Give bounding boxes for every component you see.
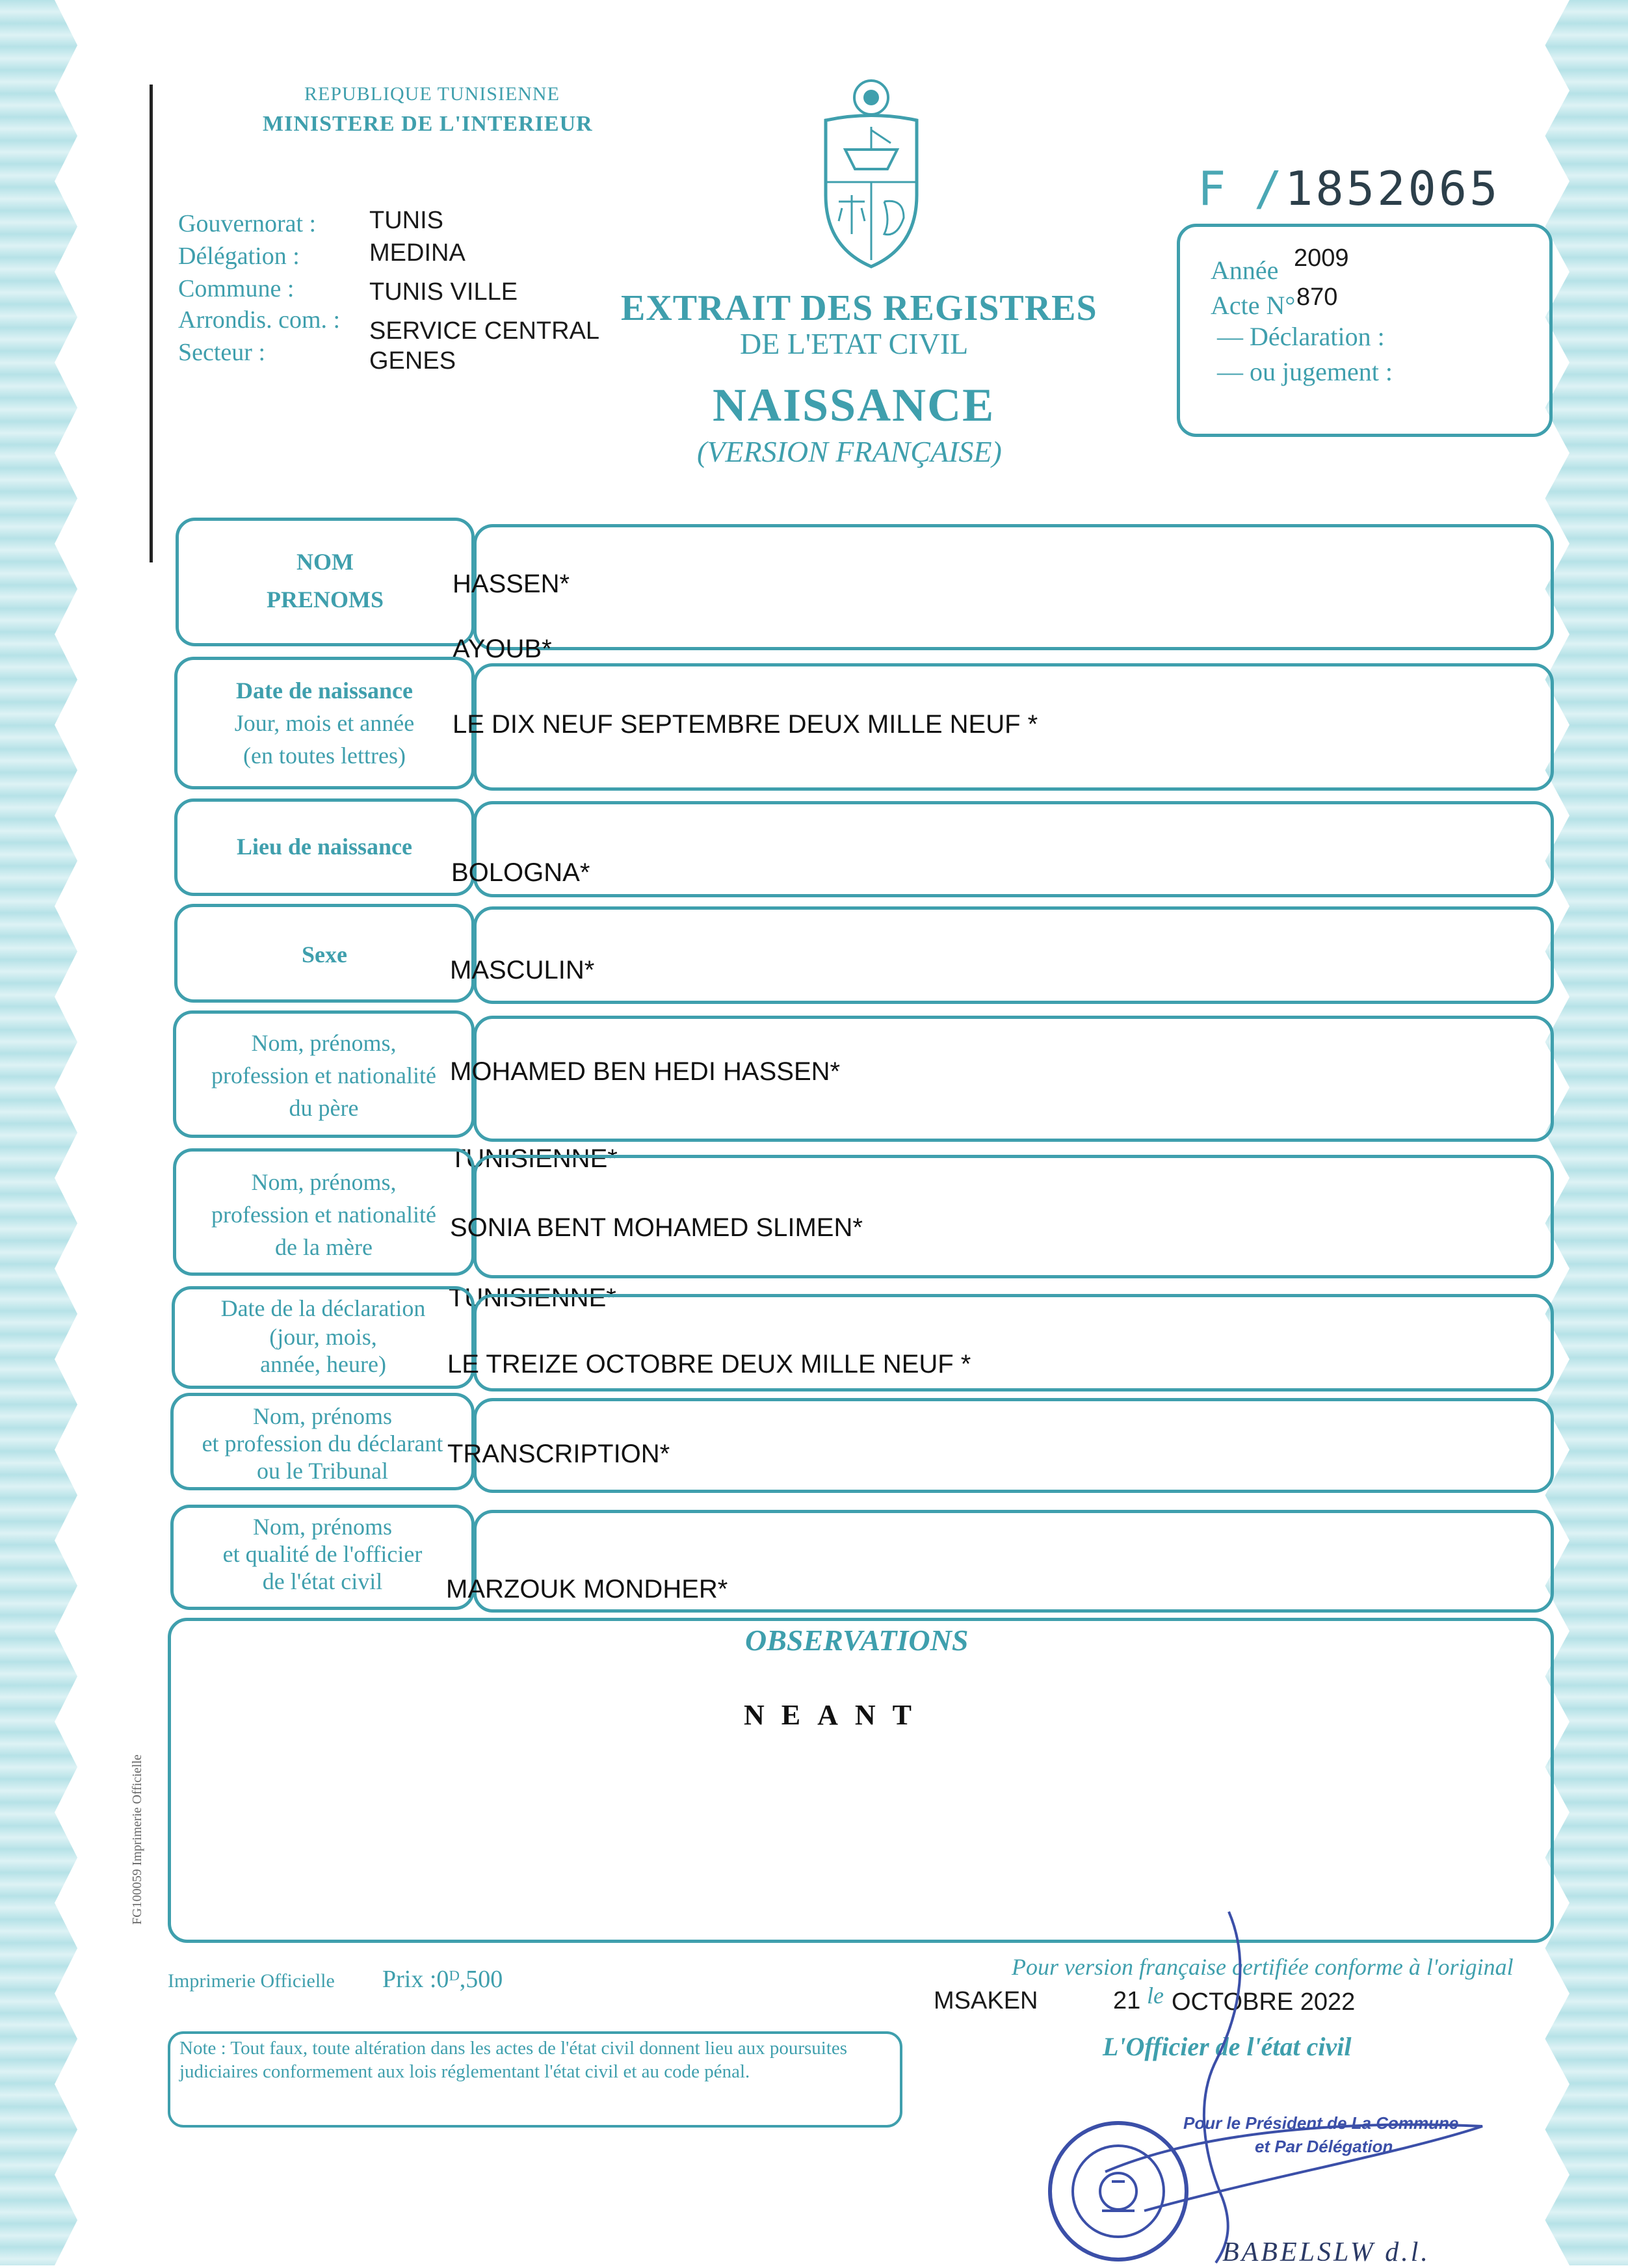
mere-nationality: TUNISIENNE* [449, 1284, 616, 1312]
mere-label-3: de la mère [275, 1234, 373, 1260]
arrondis-label: Arrondis. com. : [178, 306, 341, 334]
prenoms-label: PRENOMS [267, 587, 384, 613]
delegation-label: Délégation : [178, 243, 300, 270]
issue-date: OCTOBRE 2022 [1172, 1988, 1356, 2016]
secteur-label: Secteur : [178, 339, 266, 366]
declaration-label: — Déclaration : [1217, 322, 1385, 351]
fold-line [150, 85, 153, 562]
tunisian-coat-of-arms-icon [806, 72, 936, 273]
serial-number [1198, 161, 1500, 216]
sexe-value: MASCULIN* [450, 956, 595, 984]
pere-label-2: profession et nationalité [211, 1062, 436, 1088]
decl-label-3: année, heure) [260, 1351, 386, 1377]
arrondis-value: SERVICE CENTRAL [369, 317, 600, 345]
sexe-label: Sexe [302, 942, 347, 968]
serial-value: 1852065 [1285, 161, 1501, 216]
nom-label-box [176, 518, 475, 646]
price-label: Prix :0ᴰ,500 [382, 1966, 503, 1993]
declarant-label-1: Nom, prénoms [253, 1403, 392, 1429]
document-version: (VERSION FRANÇAISE) [697, 435, 1002, 468]
side-print-mark: FG100059 Imprimerie Officielle [130, 1754, 144, 1925]
observations-title: OBSERVATIONS [745, 1624, 969, 1657]
dob-label-1: Date de naissance [236, 678, 413, 704]
commune-value: TUNIS VILLE [369, 278, 518, 306]
officier-label-1: Nom, prénoms [253, 1514, 392, 1540]
officier-label-3: de l'état civil [262, 1568, 383, 1594]
declarant-value: TRANSCRIPTION* [447, 1440, 670, 1468]
pere-label-1: Nom, prénoms, [251, 1030, 397, 1056]
mere-label-2: profession et nationalité [211, 1202, 436, 1228]
document-type: NAISSANCE [713, 379, 995, 431]
annee-value: 2009 [1294, 244, 1349, 272]
officier-value: MARZOUK MONDHER* [446, 1575, 728, 1603]
handwritten-signature [1066, 1905, 1495, 2265]
dob-label-3: (en toutes lettres) [243, 743, 406, 769]
pere-value: MOHAMED BEN HEDI HASSEN* [450, 1057, 841, 1086]
issue-day: 21 [1113, 1987, 1141, 2014]
acte-label: Acte N° [1211, 291, 1296, 320]
issue-place: MSAKEN [934, 1987, 1038, 2014]
annee-label: Année [1211, 256, 1279, 285]
gouvernorat-label: Gouvernorat : [178, 210, 317, 237]
prenom-value: AYOUB* [453, 635, 552, 663]
officer-signature-title: L'Officier de l'état civil [1103, 2032, 1352, 2061]
dob-value: LE DIX NEUF SEPTEMBRE DEUX MILLE NEUF * [453, 710, 1038, 739]
decl-label-2: (jour, mois, [269, 1324, 377, 1350]
nom-value: HASSEN* [453, 570, 570, 598]
lieu-value: BOLOGNA* [451, 858, 590, 887]
acte-value: 870 [1296, 284, 1338, 311]
commune-label: Commune : [178, 275, 295, 302]
delegation-value: MEDINA [369, 239, 466, 267]
issue-le: le [1147, 1983, 1164, 2009]
jugement-label: — ou jugement : [1217, 357, 1393, 386]
observations-value: NEANT [744, 1699, 929, 1731]
pere-nationality: TUNISIENNE* [450, 1144, 618, 1173]
mere-label-1: Nom, prénoms, [251, 1169, 397, 1195]
document-title: EXTRAIT DES REGISTRES [621, 288, 1097, 328]
document-subtitle: DE L'ETAT CIVIL [740, 327, 969, 360]
left-guilloche-border [0, 0, 91, 2265]
imprimerie-label: Imprimerie Officielle [168, 1970, 335, 1992]
decl-label-1: Date de la déclaration [220, 1295, 426, 1321]
pere-label-3: du père [289, 1095, 359, 1121]
signature-text: BABELSLW d.l. [1222, 2237, 1430, 2267]
stamp-line-1: Pour le Président de La Commune [1183, 2113, 1459, 2133]
sexe-value-box [473, 906, 1554, 1004]
certification-text: Pour version française certifiée conforme à l'original [1012, 1954, 1514, 1980]
nom-value-box [473, 524, 1554, 650]
declarant-label-3: ou le Tribunal [256, 1458, 389, 1484]
gouvernorat-value: TUNIS [369, 207, 443, 234]
serial-prefix: F / [1198, 161, 1283, 216]
secteur-value: GENES [369, 347, 456, 375]
legal-note: Note : Tout faux, toute altération dans les actes de l'état civil donnent lieu aux poursuites judiciaires conformement aux lois réglementant l'état civil et au code pénal. [179, 2038, 848, 2082]
decl-value: LE TREIZE OCTOBRE DEUX MILLE NEUF * [447, 1350, 971, 1378]
republic-heading: REPUBLIQUE TUNISIENNE [304, 83, 560, 105]
ministry-heading: MINISTERE DE L'INTERIEUR [263, 112, 593, 136]
lieu-value-box [473, 801, 1554, 897]
officier-label-2: et qualité de l'officier [222, 1541, 423, 1567]
stamp-line-2: et Par Délégation [1255, 2137, 1393, 2156]
declarant-label-2: et profession du déclarant [202, 1431, 443, 1457]
observations-box [168, 1618, 1554, 1943]
dob-label-2: Jour, mois et année [234, 710, 415, 736]
mere-value: SONIA BENT MOHAMED SLIMEN* [450, 1213, 863, 1242]
lieu-label: Lieu de naissance [236, 834, 413, 860]
nom-label: NOM [296, 549, 354, 575]
